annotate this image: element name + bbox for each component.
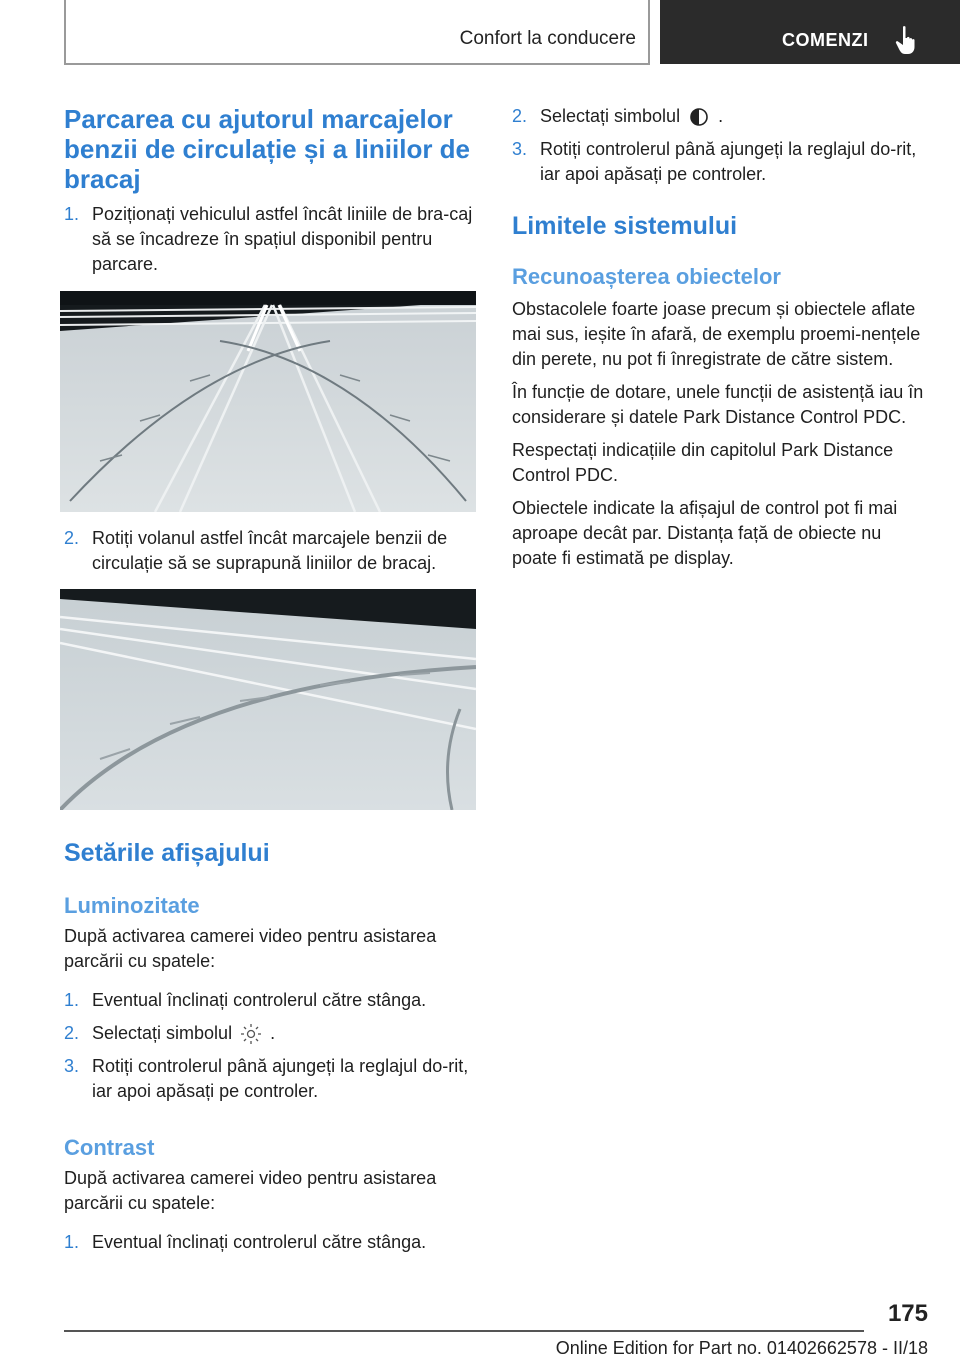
step-number: 1.	[64, 204, 80, 224]
list-item	[64, 1021, 476, 1046]
right-column	[512, 104, 926, 571]
contrast-icon	[688, 106, 710, 128]
step-text: Selectați simbolul	[540, 106, 681, 126]
list-item	[64, 526, 476, 576]
header-left-rule	[64, 0, 66, 64]
paragraph: În funcție de dotare, unele funcții de asistență iau în considerare și datele Park Distance Control PDC.	[512, 382, 924, 427]
list-item	[64, 1054, 476, 1104]
paragraph: Obstacolele foarte joase precum și obiectele aflate mai sus, ieșite în afară, de exemplu proemi-nențele din perete, nu pot fi înregistrate de către sistem.	[512, 299, 921, 369]
paragraph: Obiectele indicate la afișajul de control pot fi mai aproape decât par. Distanța față de obiecte nu poate fi estimată pe display.	[512, 498, 898, 568]
paragraph: Respectați indicațiile din capitolul Park Distance Control PDC.	[512, 440, 894, 485]
list-item	[64, 202, 476, 277]
display-settings-title: Setările afișajului	[64, 839, 270, 867]
step-number: 1.	[64, 1232, 80, 1252]
brightness-intro: După activarea camerei video pentru asistarea parcării cu spatele:	[64, 926, 437, 971]
footer-rule	[64, 1330, 864, 1332]
step-text: Rotiți controlerul până ajungeți la reglajul do-rit, iar apoi apăsați pe controler.	[540, 139, 917, 184]
step-text: Eventual înclinați controlerul către stânga.	[92, 990, 427, 1010]
parking-title: Parcarea cu ajutorul marcajelor benzii de circulație și a liniilor de bracaj	[64, 104, 471, 194]
step-number: 3.	[64, 1056, 80, 1076]
pointing-hand-icon	[894, 25, 920, 55]
header-separator	[648, 0, 650, 64]
list-item	[64, 1230, 476, 1255]
edition-footer: Online Edition for Part no. 01402662578 - II/18	[555, 1338, 928, 1358]
step-text: Poziționați vehiculul astfel încât liniile de bra-caj să se încadreze în spațiul disponibil pentru parcare.	[92, 204, 473, 274]
display-settings-block	[64, 838, 476, 1255]
chapter-tab-label: COMENZI	[782, 30, 869, 50]
step-text: Eventual înclinați controlerul către stânga.	[92, 1232, 427, 1252]
step-number: 3.	[512, 139, 528, 159]
list-item	[512, 104, 926, 129]
step-text: Rotiți volanul astfel încât marcajele benzii de circulație să se suprapună liniilor de bracaj.	[92, 528, 448, 573]
step-number: 2.	[64, 528, 80, 548]
brightness-heading: Luminozitate	[64, 893, 200, 918]
step-number: 2.	[512, 106, 528, 126]
left-top-block	[64, 104, 476, 277]
list-item	[512, 137, 926, 187]
camera-image-overlap	[60, 589, 476, 810]
object-recognition-heading: Recunoașterea obiectelor	[512, 264, 781, 289]
step-text: Selectați simbolul	[92, 1023, 233, 1043]
contrast-heading: Contrast	[64, 1135, 155, 1160]
left-step2-block	[64, 526, 476, 576]
page-number: 175	[887, 1300, 928, 1327]
camera-image-lane-lines	[60, 291, 476, 512]
step-number: 1.	[64, 990, 80, 1010]
step-number: 2.	[64, 1023, 80, 1043]
list-item	[64, 988, 476, 1013]
sun-icon	[240, 1023, 262, 1045]
system-limits-title: Limitele sistemului	[512, 212, 738, 240]
contrast-intro: După activarea camerei video pentru asistarea parcării cu spatele:	[64, 1168, 437, 1213]
step-text-end: .	[718, 106, 724, 126]
section-title: Confort la conducere	[459, 28, 636, 49]
step-text: Rotiți controlerul până ajungeți la reglajul do-rit, iar apoi apăsați pe controler.	[92, 1056, 469, 1101]
header-bottom-rule	[64, 63, 650, 65]
step-text-end: .	[270, 1023, 276, 1043]
